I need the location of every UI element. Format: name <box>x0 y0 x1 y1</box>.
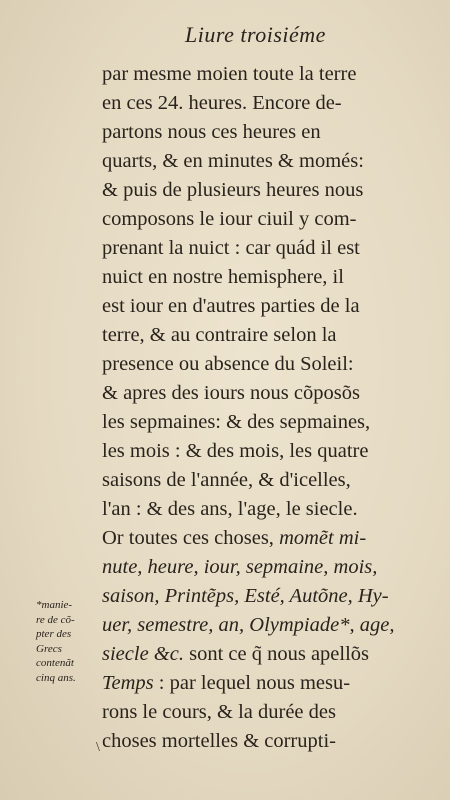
running-header: Liure troisiéme <box>185 22 326 47</box>
margin-note-line: *manie- <box>36 599 73 611</box>
text-line <box>102 669 402 698</box>
text-line: & puis de plusieurs heures nous <box>102 179 364 201</box>
text-line: par mesme moien toute la terre <box>102 63 357 85</box>
text-line: l'an : & des ans, l'age, le siecle. <box>102 498 358 520</box>
text-line: composons le iour ciuil y com- <box>102 208 357 230</box>
text-line: nute, heure, iour, sepmaine, mois, <box>102 556 378 578</box>
text-segment: sont ce q̃ nous apellõs <box>189 643 370 665</box>
text-segment: Or toutes ces choses, <box>102 527 274 549</box>
margin-note-line: Grecs <box>36 642 62 655</box>
text-line: presence ou absence du Soleil: <box>102 353 354 375</box>
text-line <box>102 524 402 553</box>
margin-note-line: pter des <box>36 628 72 640</box>
text-line: terre, & au contraire selon la <box>102 324 337 346</box>
text-line: est iour en d'autres parties de la <box>102 295 360 317</box>
text-segment: : par lequel nous mesu- <box>158 672 351 694</box>
text-line: quarts, & en minutes & momés: <box>102 150 364 172</box>
text-line <box>102 640 402 669</box>
italic-term: Temps <box>102 672 154 694</box>
text-line: saison, Printẽps, Esté, Autõne, Hy- <box>102 585 389 607</box>
margin-note <box>36 598 98 685</box>
stray-ink-mark: \ <box>96 740 100 755</box>
margin-note-line: re de cõ- <box>36 613 75 626</box>
text-line: & apres des iours nous cõposõs <box>102 382 360 404</box>
margin-note-line: cinq ans. <box>36 671 76 684</box>
main-text-block <box>102 60 402 756</box>
italic-term: momẽt mi- <box>279 527 367 549</box>
text-line: les sepmaines: & des sepmaines, <box>102 411 371 433</box>
margin-note-line: contenãt <box>36 657 74 669</box>
text-line: les mois : & des mois, les quatre <box>102 440 369 462</box>
text-line: nuict en nostre hemisphere, il <box>102 266 344 288</box>
text-line: saisons de l'année, & d'icelles, <box>102 469 351 491</box>
text-line: prenant la nuict : car quád il est <box>102 237 360 259</box>
text-line: choses mortelles & corrupti- <box>102 730 336 752</box>
text-line: en ces 24. heures. Encore de- <box>102 92 342 114</box>
italic-term: siecle &c. <box>102 643 184 665</box>
text-line: uer, semestre, an, Olympiade*, age, <box>102 614 395 636</box>
text-line: rons le cours, & la durée des <box>102 701 336 723</box>
text-line: partons nous ces heures en <box>102 121 321 143</box>
